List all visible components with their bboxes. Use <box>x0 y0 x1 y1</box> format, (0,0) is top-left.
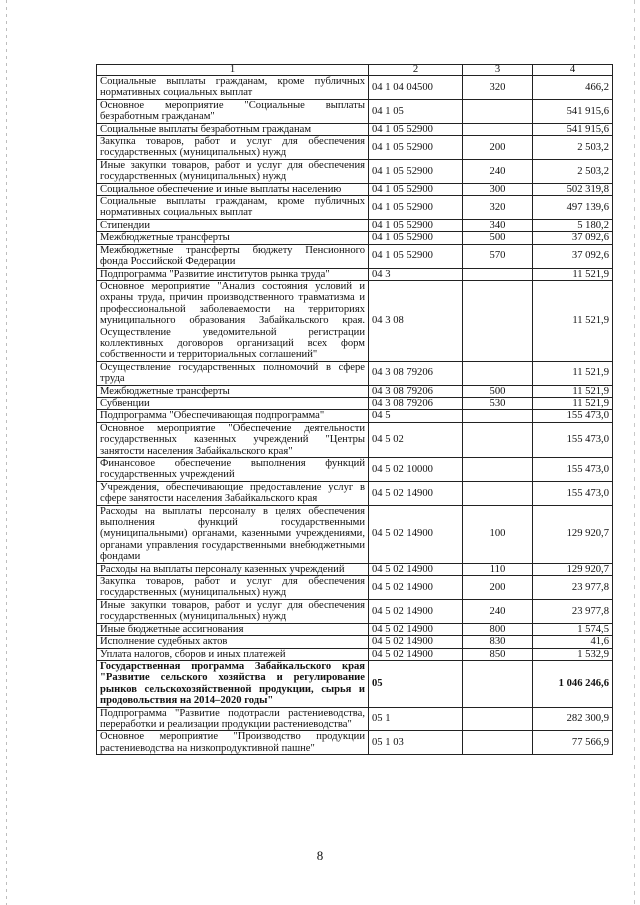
cell-expense-type: 110 <box>463 563 533 575</box>
table-row <box>97 123 613 135</box>
cell-expense-type <box>463 280 533 361</box>
table-row <box>97 397 613 409</box>
cell-name: Государственная программа Забайкальского края "Развитие сельского хозяйства и регулирование рынков сельскохозяйственной продукции, сырья и продовольствия на 2014–2020 годы" <box>97 660 369 707</box>
table-row <box>97 361 613 385</box>
table-body <box>97 76 613 755</box>
cell-expense-type: 340 <box>463 219 533 231</box>
cell-sum: 155 473,0 <box>533 458 613 482</box>
cell-name: Расходы на выплаты персоналу казенных учреждений <box>97 563 369 575</box>
cell-code: 04 1 05 <box>369 99 463 123</box>
table-row <box>97 458 613 482</box>
cell-code: 04 1 05 52900 <box>369 183 463 195</box>
cell-name: Подпрограмма "Обеспечивающая подпрограмма" <box>97 410 369 422</box>
cell-name: Осуществление государственных полномочий в сфере труда <box>97 361 369 385</box>
cell-sum: 502 319,8 <box>533 183 613 195</box>
cell-expense-type: 850 <box>463 648 533 660</box>
cell-sum: 5 180,2 <box>533 219 613 231</box>
page-number: 8 <box>316 848 324 863</box>
cell-sum: 541 915,6 <box>533 99 613 123</box>
cell-code: 04 3 08 79206 <box>369 385 463 397</box>
cell-expense-type: 240 <box>463 159 533 183</box>
cell-code: 04 1 05 52900 <box>369 196 463 220</box>
cell-expense-type <box>463 481 533 505</box>
cell-sum: 23 977,8 <box>533 576 613 600</box>
cell-sum: 155 473,0 <box>533 410 613 422</box>
cell-code: 04 5 02 14900 <box>369 599 463 623</box>
cell-expense-type <box>463 361 533 385</box>
table-row <box>97 563 613 575</box>
cell-name: Стипендии <box>97 219 369 231</box>
cell-sum: 129 920,7 <box>533 563 613 575</box>
cell-expense-type <box>463 660 533 707</box>
cell-name: Социальные выплаты безработным гражданам <box>97 123 369 135</box>
scan-edge-left <box>6 0 7 905</box>
cell-sum: 1 532,9 <box>533 648 613 660</box>
cell-expense-type: 800 <box>463 623 533 635</box>
cell-code: 04 5 02 14900 <box>369 636 463 648</box>
cell-sum: 23 977,8 <box>533 599 613 623</box>
table-row <box>97 280 613 361</box>
cell-name: Основное мероприятие "Анализ состояния условий и охраны труда, причин производственного травматизма и профессиональной заболеваемости на территориях муниципального образования Забайкальского края. Осуществление уведомительной регистрации коллективных договоров организаций всех форм собственности и территориальных соглашений" <box>97 280 369 361</box>
cell-expense-type: 320 <box>463 76 533 100</box>
header-col-1: 1 <box>97 65 369 76</box>
table-row <box>97 244 613 268</box>
cell-sum: 11 521,9 <box>533 280 613 361</box>
cell-name: Расходы на выплаты персоналу в целях обеспечения выполнения функций государственными (муниципальными) органами, казенными учреждениями, органами управления государственными внебюджетными фондами <box>97 505 369 563</box>
table-row <box>97 707 613 731</box>
cell-sum: 37 092,6 <box>533 244 613 268</box>
cell-name: Иные закупки товаров, работ и услуг для обеспечения государственных (муниципальных) нужд <box>97 599 369 623</box>
cell-expense-type <box>463 458 533 482</box>
table-row <box>97 99 613 123</box>
cell-sum: 77 566,9 <box>533 731 613 755</box>
cell-expense-type: 830 <box>463 636 533 648</box>
cell-code: 04 1 05 52900 <box>369 136 463 160</box>
cell-expense-type: 320 <box>463 196 533 220</box>
cell-name: Межбюджетные трансферты бюджету Пенсионного фонда Российской Федерации <box>97 244 369 268</box>
cell-code: 04 1 05 52900 <box>369 244 463 268</box>
cell-code: 04 5 02 14900 <box>369 623 463 635</box>
cell-expense-type <box>463 731 533 755</box>
header-col-2: 2 <box>369 65 463 76</box>
table-row <box>97 385 613 397</box>
cell-name: Закупка товаров, работ и услуг для обеспечения государственных (муниципальных) нужд <box>97 136 369 160</box>
cell-sum: 129 920,7 <box>533 505 613 563</box>
cell-expense-type: 240 <box>463 599 533 623</box>
cell-expense-type <box>463 707 533 731</box>
cell-code: 04 3 08 79206 <box>369 397 463 409</box>
cell-name: Иные закупки товаров, работ и услуг для обеспечения государственных (муниципальных) нужд <box>97 159 369 183</box>
table-row <box>97 422 613 457</box>
cell-code: 05 1 03 <box>369 731 463 755</box>
cell-name: Межбюджетные трансферты <box>97 232 369 244</box>
cell-sum: 37 092,6 <box>533 232 613 244</box>
cell-name: Финансовое обеспечение выполнения функций государственных учреждений <box>97 458 369 482</box>
table-row <box>97 76 613 100</box>
cell-expense-type: 100 <box>463 505 533 563</box>
cell-code: 04 1 04 04500 <box>369 76 463 100</box>
cell-sum: 497 139,6 <box>533 196 613 220</box>
cell-sum: 1 574,5 <box>533 623 613 635</box>
cell-name: Основное мероприятие "Социальные выплаты безработным гражданам" <box>97 99 369 123</box>
cell-name: Подпрограмма "Развитие институтов рынка труда" <box>97 268 369 280</box>
cell-expense-type: 500 <box>463 232 533 244</box>
cell-name: Уплата налогов, сборов и иных платежей <box>97 648 369 660</box>
cell-code: 05 1 <box>369 707 463 731</box>
table-header-row <box>97 65 613 76</box>
cell-expense-type <box>463 410 533 422</box>
table-row <box>97 731 613 755</box>
cell-sum: 41,6 <box>533 636 613 648</box>
cell-code: 04 3 08 79206 <box>369 361 463 385</box>
cell-code: 04 5 02 14900 <box>369 505 463 563</box>
table-row <box>97 410 613 422</box>
table-row <box>97 636 613 648</box>
cell-expense-type: 300 <box>463 183 533 195</box>
cell-sum: 155 473,0 <box>533 481 613 505</box>
cell-name: Социальные выплаты гражданам, кроме публичных нормативных социальных выплат <box>97 196 369 220</box>
cell-sum: 282 300,9 <box>533 707 613 731</box>
cell-sum: 11 521,9 <box>533 361 613 385</box>
cell-code: 04 5 02 10000 <box>369 458 463 482</box>
cell-expense-type: 530 <box>463 397 533 409</box>
cell-expense-type: 570 <box>463 244 533 268</box>
table-row <box>97 159 613 183</box>
cell-code: 04 5 02 <box>369 422 463 457</box>
cell-name: Подпрограмма "Развитие подотрасли растениеводства, переработки и реализации продукции растениеводства" <box>97 707 369 731</box>
header-col-4: 4 <box>533 65 613 76</box>
table-row <box>97 136 613 160</box>
cell-sum: 11 521,9 <box>533 385 613 397</box>
table-row <box>97 232 613 244</box>
cell-code: 04 1 05 52900 <box>369 232 463 244</box>
cell-sum: 541 915,6 <box>533 123 613 135</box>
cell-name: Основное мероприятие "Обеспечение деятельности государственных казенных учреждений "Центры занятости населения Забайкальского края" <box>97 422 369 457</box>
table-row <box>97 623 613 635</box>
table-row <box>97 599 613 623</box>
cell-name: Исполнение судебных актов <box>97 636 369 648</box>
cell-code: 04 5 02 14900 <box>369 563 463 575</box>
table-row <box>97 183 613 195</box>
table-row <box>97 576 613 600</box>
cell-name: Субвенции <box>97 397 369 409</box>
cell-expense-type: 200 <box>463 136 533 160</box>
cell-code: 04 3 08 <box>369 280 463 361</box>
cell-code: 04 1 05 52900 <box>369 123 463 135</box>
table-row <box>97 648 613 660</box>
cell-code: 04 5 <box>369 410 463 422</box>
cell-name: Основное мероприятие "Производство продукции растениеводства на низкопродуктивной пашне" <box>97 731 369 755</box>
cell-code: 04 1 05 52900 <box>369 159 463 183</box>
cell-sum: 155 473,0 <box>533 422 613 457</box>
cell-sum: 1 046 246,6 <box>533 660 613 707</box>
cell-expense-type <box>463 123 533 135</box>
cell-code: 04 1 05 52900 <box>369 219 463 231</box>
table-row <box>97 505 613 563</box>
cell-name: Учреждения, обеспечивающие предоставление услуг в сфере занятости населения Забайкальского края <box>97 481 369 505</box>
cell-expense-type <box>463 99 533 123</box>
budget-table <box>96 64 613 755</box>
cell-sum: 2 503,2 <box>533 136 613 160</box>
cell-name: Иные бюджетные ассигнования <box>97 623 369 635</box>
table-row <box>97 660 613 707</box>
table-row <box>97 268 613 280</box>
cell-expense-type: 500 <box>463 385 533 397</box>
cell-expense-type <box>463 268 533 280</box>
cell-sum: 11 521,9 <box>533 397 613 409</box>
cell-expense-type <box>463 422 533 457</box>
cell-code: 04 5 02 14900 <box>369 648 463 660</box>
cell-code: 04 5 02 14900 <box>369 481 463 505</box>
cell-name: Социальные выплаты гражданам, кроме публичных нормативных социальных выплат <box>97 76 369 100</box>
cell-name: Закупка товаров, работ и услуг для обеспечения государственных (муниципальных) нужд <box>97 576 369 600</box>
table-row <box>97 481 613 505</box>
cell-code: 04 5 02 14900 <box>369 576 463 600</box>
table-row <box>97 219 613 231</box>
cell-sum: 11 521,9 <box>533 268 613 280</box>
cell-sum: 466,2 <box>533 76 613 100</box>
cell-code: 04 3 <box>369 268 463 280</box>
header-col-3: 3 <box>463 65 533 76</box>
cell-name: Социальное обеспечение и иные выплаты населению <box>97 183 369 195</box>
scan-edge-right <box>634 0 635 905</box>
table-row <box>97 196 613 220</box>
cell-expense-type: 200 <box>463 576 533 600</box>
cell-code: 05 <box>369 660 463 707</box>
cell-name: Межбюджетные трансферты <box>97 385 369 397</box>
cell-sum: 2 503,2 <box>533 159 613 183</box>
